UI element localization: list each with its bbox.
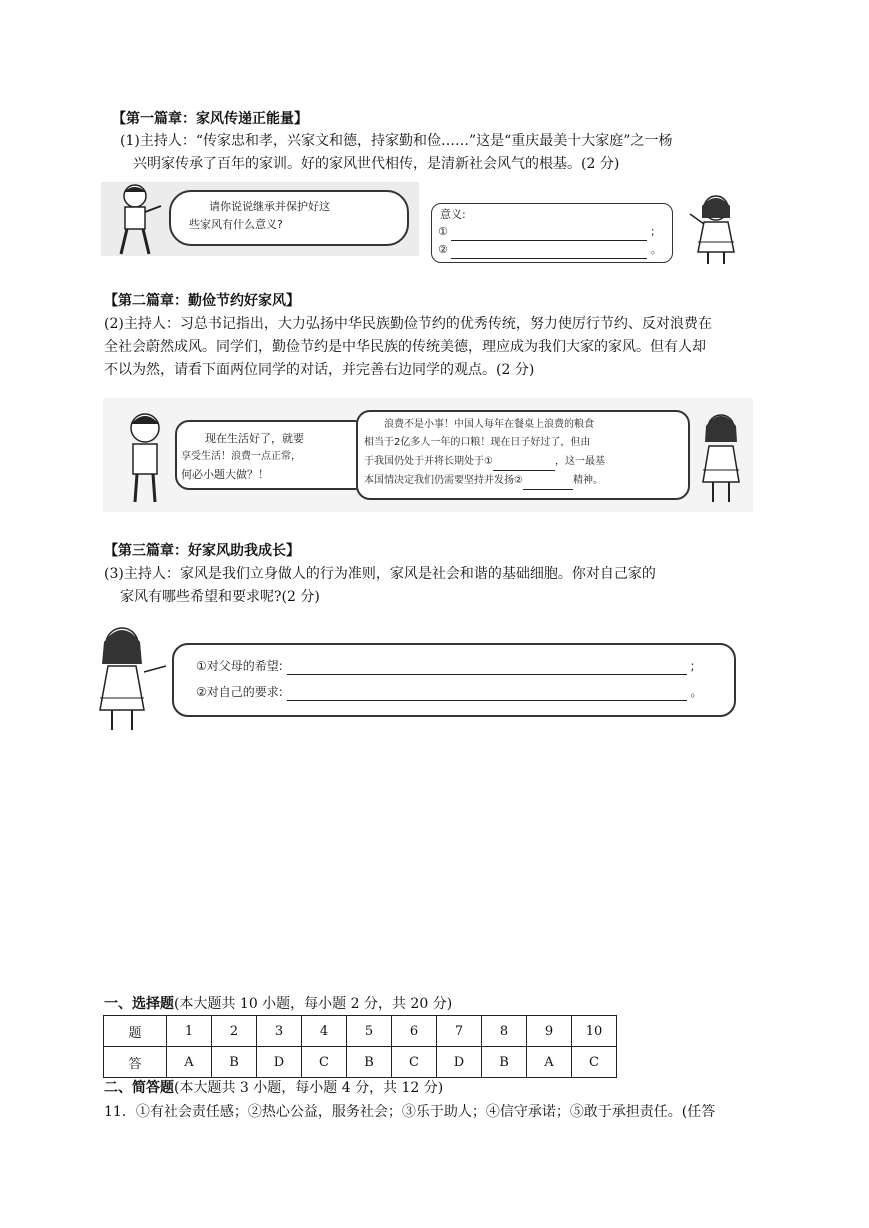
- answer-choice: A: [167, 1047, 212, 1078]
- answer-blank-2[interactable]: [451, 246, 647, 259]
- chapter3-question-line1: (3)主持人：家风是我们立身做人的行为准则，家风是社会和谐的基础细胞。你对自己家的: [104, 566, 656, 582]
- section2-note: (本大题共 3 小题，每小题 4 分，共 12 分): [174, 1080, 444, 1096]
- question-number: 9: [527, 1016, 572, 1047]
- question-number: 5: [347, 1016, 392, 1047]
- punct: ;: [690, 659, 695, 673]
- punct: ;: [650, 225, 655, 238]
- section2-title-line: [104, 1077, 443, 1100]
- boy-figure-icon: [105, 182, 167, 256]
- chapter2-dialogue-scene: [103, 398, 753, 512]
- section1-title: 一、选择题: [104, 996, 174, 1012]
- question-number: 4: [302, 1016, 347, 1047]
- chapter2-question-line2: 全社会蔚然成风。同学们，勤俭节约是中华民族的传统美德，理应成为我们大家的家风。但有人却: [104, 339, 706, 355]
- bubble-text: ，这一最基: [554, 456, 605, 467]
- question-number: 6: [392, 1016, 437, 1047]
- answer-blank-1[interactable]: [287, 660, 687, 675]
- row-label: 答: [104, 1047, 167, 1078]
- answer-blank-2[interactable]: [287, 686, 687, 701]
- bubble-text: 于我国仍处于并将长期处于①: [364, 456, 493, 467]
- chapter2-question-line3: 不以为然，请看下面两位同学的对话，并完善右边同学的观点。(2 分): [104, 362, 535, 378]
- table-row-numbers: [104, 1016, 617, 1047]
- row-label: 题: [104, 1016, 167, 1047]
- chapter2-left-bubble: [175, 420, 369, 490]
- chapter2-question-line1: (2)主持人：习总书记指出，大力弘扬中华民族勤俭节约的优秀传统，努力使厉行节约、反对浪费在: [104, 316, 712, 332]
- answer-choice: D: [257, 1047, 302, 1078]
- chapter1-left-bubble: [169, 190, 409, 246]
- chapter3-answer-bubble: [172, 643, 736, 717]
- section2-title: 二、简答题: [104, 1080, 174, 1096]
- chapter1-question-line2: 兴明家传承了百年的家训。好的家风世代相传，是清新社会风气的根基。(2 分): [133, 156, 620, 172]
- answer-item1-label: ①对父母的希望:: [196, 659, 283, 673]
- answer-choice: B: [347, 1047, 392, 1078]
- question-number: 7: [437, 1016, 482, 1047]
- punct: 。: [690, 685, 703, 699]
- punct: 。: [650, 243, 662, 256]
- chapter3-question-line2: 家风有哪些希望和要求呢?(2 分): [120, 589, 320, 605]
- blank-2[interactable]: [523, 477, 573, 490]
- question-number: 10: [572, 1016, 617, 1047]
- bubble-text: 享受生活！浪费一点正常，: [181, 451, 301, 462]
- bubble-text: 请你说说继承并保护好这: [209, 200, 330, 213]
- bubble-text: 浪费不是小事！中国人每年在餐桌上浪费的粮食: [384, 419, 594, 430]
- bubble-text: 精神。: [572, 475, 603, 486]
- answer-choice: B: [482, 1047, 527, 1078]
- boy-figure-icon: [117, 408, 173, 504]
- chapter1-scene-left: [101, 182, 419, 256]
- bubble-text: 些家风有什么意义?: [189, 218, 283, 231]
- question-number: 3: [257, 1016, 302, 1047]
- chapter1-heading: 【第一篇章：家风传递正能量】: [112, 111, 308, 127]
- question-number: 1: [167, 1016, 212, 1047]
- answer-choice: C: [392, 1047, 437, 1078]
- section1-title-line: [104, 993, 452, 1016]
- question-number: 2: [212, 1016, 257, 1047]
- girl-figure-icon: [88, 620, 168, 730]
- chapter2-heading: 【第二篇章：勤俭节约好家风】: [104, 293, 300, 309]
- answer-choice: B: [212, 1047, 257, 1078]
- answer-item2-marker: ②: [438, 243, 448, 256]
- chapter1-question-line1: (1)主持人：“传家忠和孝，兴家文和德，持家勤和俭……”这是“重庆最美十大家庭”之一杨: [120, 133, 673, 149]
- chapter1-answer-box: [431, 203, 673, 263]
- answer-item2-label: ②对自己的要求:: [196, 685, 283, 699]
- chapter2-right-bubble: [356, 410, 690, 500]
- answer-choice: C: [572, 1047, 617, 1078]
- bubble-text: 何必小题大做？！: [181, 468, 269, 481]
- girl-figure-icon: [693, 408, 749, 504]
- answer-item1-marker: ①: [438, 225, 448, 238]
- chapter3-heading: 【第三篇章：好家风助我成长】: [104, 543, 300, 559]
- bubble-text: 相当于2亿多人一年的口粮！现在日子好过了，但由: [364, 437, 591, 448]
- blank-1[interactable]: [493, 458, 555, 471]
- answer-table: [103, 1015, 617, 1078]
- answer-blank-1[interactable]: [451, 228, 647, 241]
- answer-choice: A: [527, 1047, 572, 1078]
- table-row-answers: [104, 1047, 617, 1078]
- bubble-text: 本国情决定我们仍需要坚持并发扬②: [364, 475, 523, 486]
- answer-choice: D: [437, 1047, 482, 1078]
- girl-figure-icon: [682, 192, 748, 264]
- bubble-text: 现在生活好了，就要: [205, 432, 304, 445]
- section1-note: (本大题共 10 小题，每小题 2 分，共 20 分): [174, 996, 453, 1012]
- question-number: 8: [482, 1016, 527, 1047]
- answer-box-title: 意义:: [440, 208, 466, 221]
- answer-q11: 11．①有社会责任感；②热心公益，服务社会；③乐于助人；④信守承诺；⑤敢于承担责任。(任答: [104, 1104, 716, 1120]
- answer-choice: C: [302, 1047, 347, 1078]
